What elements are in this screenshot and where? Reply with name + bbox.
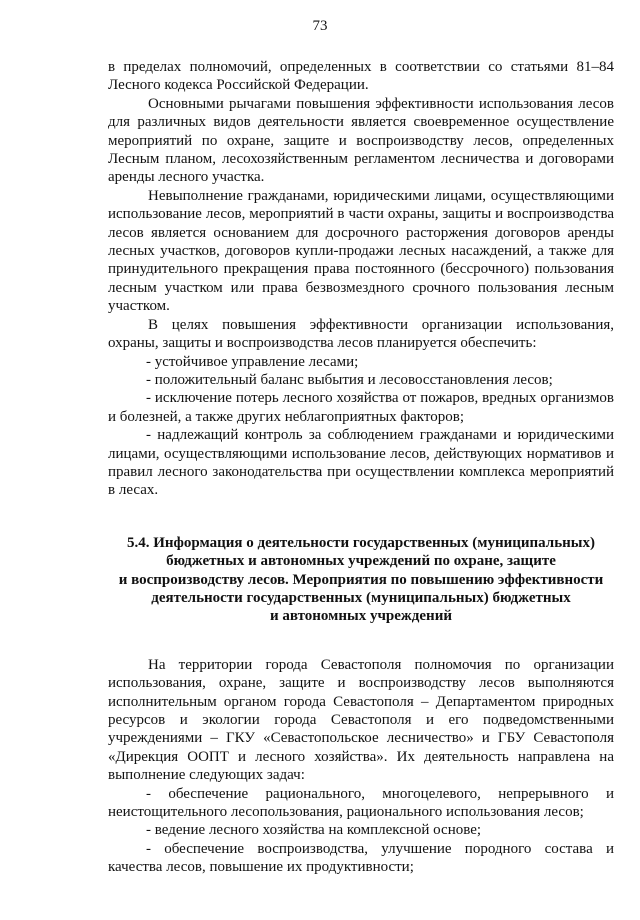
- heading-line: и автономных учреждений: [270, 608, 452, 625]
- paragraph-continuation: в пределах полномочий, определенных в соответствии со статьями 81–84 Лесного кодекса Российской Федерации.: [108, 59, 614, 94]
- list-item: - надлежащий контроль за соблюдением гражданами и юридическими лицами, осуществляющими использование лесов, действующих нормативов и правил лесного законодательства при осуществлении комплекса мероприятий в лесах.: [108, 427, 614, 499]
- paragraph-goals-intro: В целях повышения эффективности организации использования, охраны, защиты и воспроизводства лесов планируется обеспечить:: [108, 316, 614, 352]
- list-item: - исключение потерь лесного хозяйства от пожаров, вредных организмов и болезней, а также других неблагоприятных факторов;: [108, 390, 614, 425]
- heading-line: бюджетных и автономных учреждений по охране, защите: [166, 553, 556, 570]
- paragraph-noncompliance: Невыполнение гражданами, юридическими лицами, осуществляющими использование лесов, мероприятий в части охраны, защиты и воспроизводства лесов является основанием для досрочного расторжения договоров аренды лесных участков, договоров купли-продажи лесных насаждений, а также для принудительного прекращения права постоянного (бессрочного) пользования лесным участком или права безвозмездного срочного пользования лесным участком.: [108, 187, 614, 315]
- list-item: - устойчивое управление лесами;: [146, 353, 359, 370]
- heading-line: 5.4. Информация о деятельности государственных (муниципальных): [126, 534, 596, 551]
- list-item: - ведение лесного хозяйства на комплексной основе;: [146, 822, 482, 839]
- list-item: - обеспечение рационального, многоцелевого, непрерывного и неистощительного лесопользования, рационального использования лесов;: [108, 785, 614, 821]
- section-heading: [108, 534, 614, 626]
- paragraph-sevastopol: На территории города Севастополя полномочия по организации использования, охране, защите и воспроизводству лесов выполняются исполнительным органом города Севастополя – Департаментом природных ресурсов и экологии города Севастополя и его подведомственными учреждениями – ГКУ «Севастопольское лесничество» и ГБУ Севастополя «Дирекция ООПТ и лесного хозяйства». Их деятельность направлена на выполнение следующих задач:: [108, 656, 614, 784]
- page-number: 73: [312, 18, 328, 34]
- heading-line: и воспроизводству лесов. Мероприятия по повышению эффективности: [118, 571, 604, 588]
- list-item: - положительный баланс выбытия и лесовосстановления лесов;: [146, 371, 553, 388]
- heading-line: деятельности государственных (муниципальных) бюджетных: [151, 589, 571, 606]
- list-item: - обеспечение воспроизводства, улучшение породного состава и качества лесов, повышение их продуктивности;: [108, 840, 614, 876]
- body-text: [108, 58, 614, 877]
- paragraph-levers: Основными рычагами повышения эффективности использования лесов для различных видов деятельности является своевременное осуществление мероприятий по охране, защите и воспроизводству лесов, определенных Лесным планом, лесохозяйственным регламентом лесничества и договорами аренды лесного участка.: [108, 95, 614, 186]
